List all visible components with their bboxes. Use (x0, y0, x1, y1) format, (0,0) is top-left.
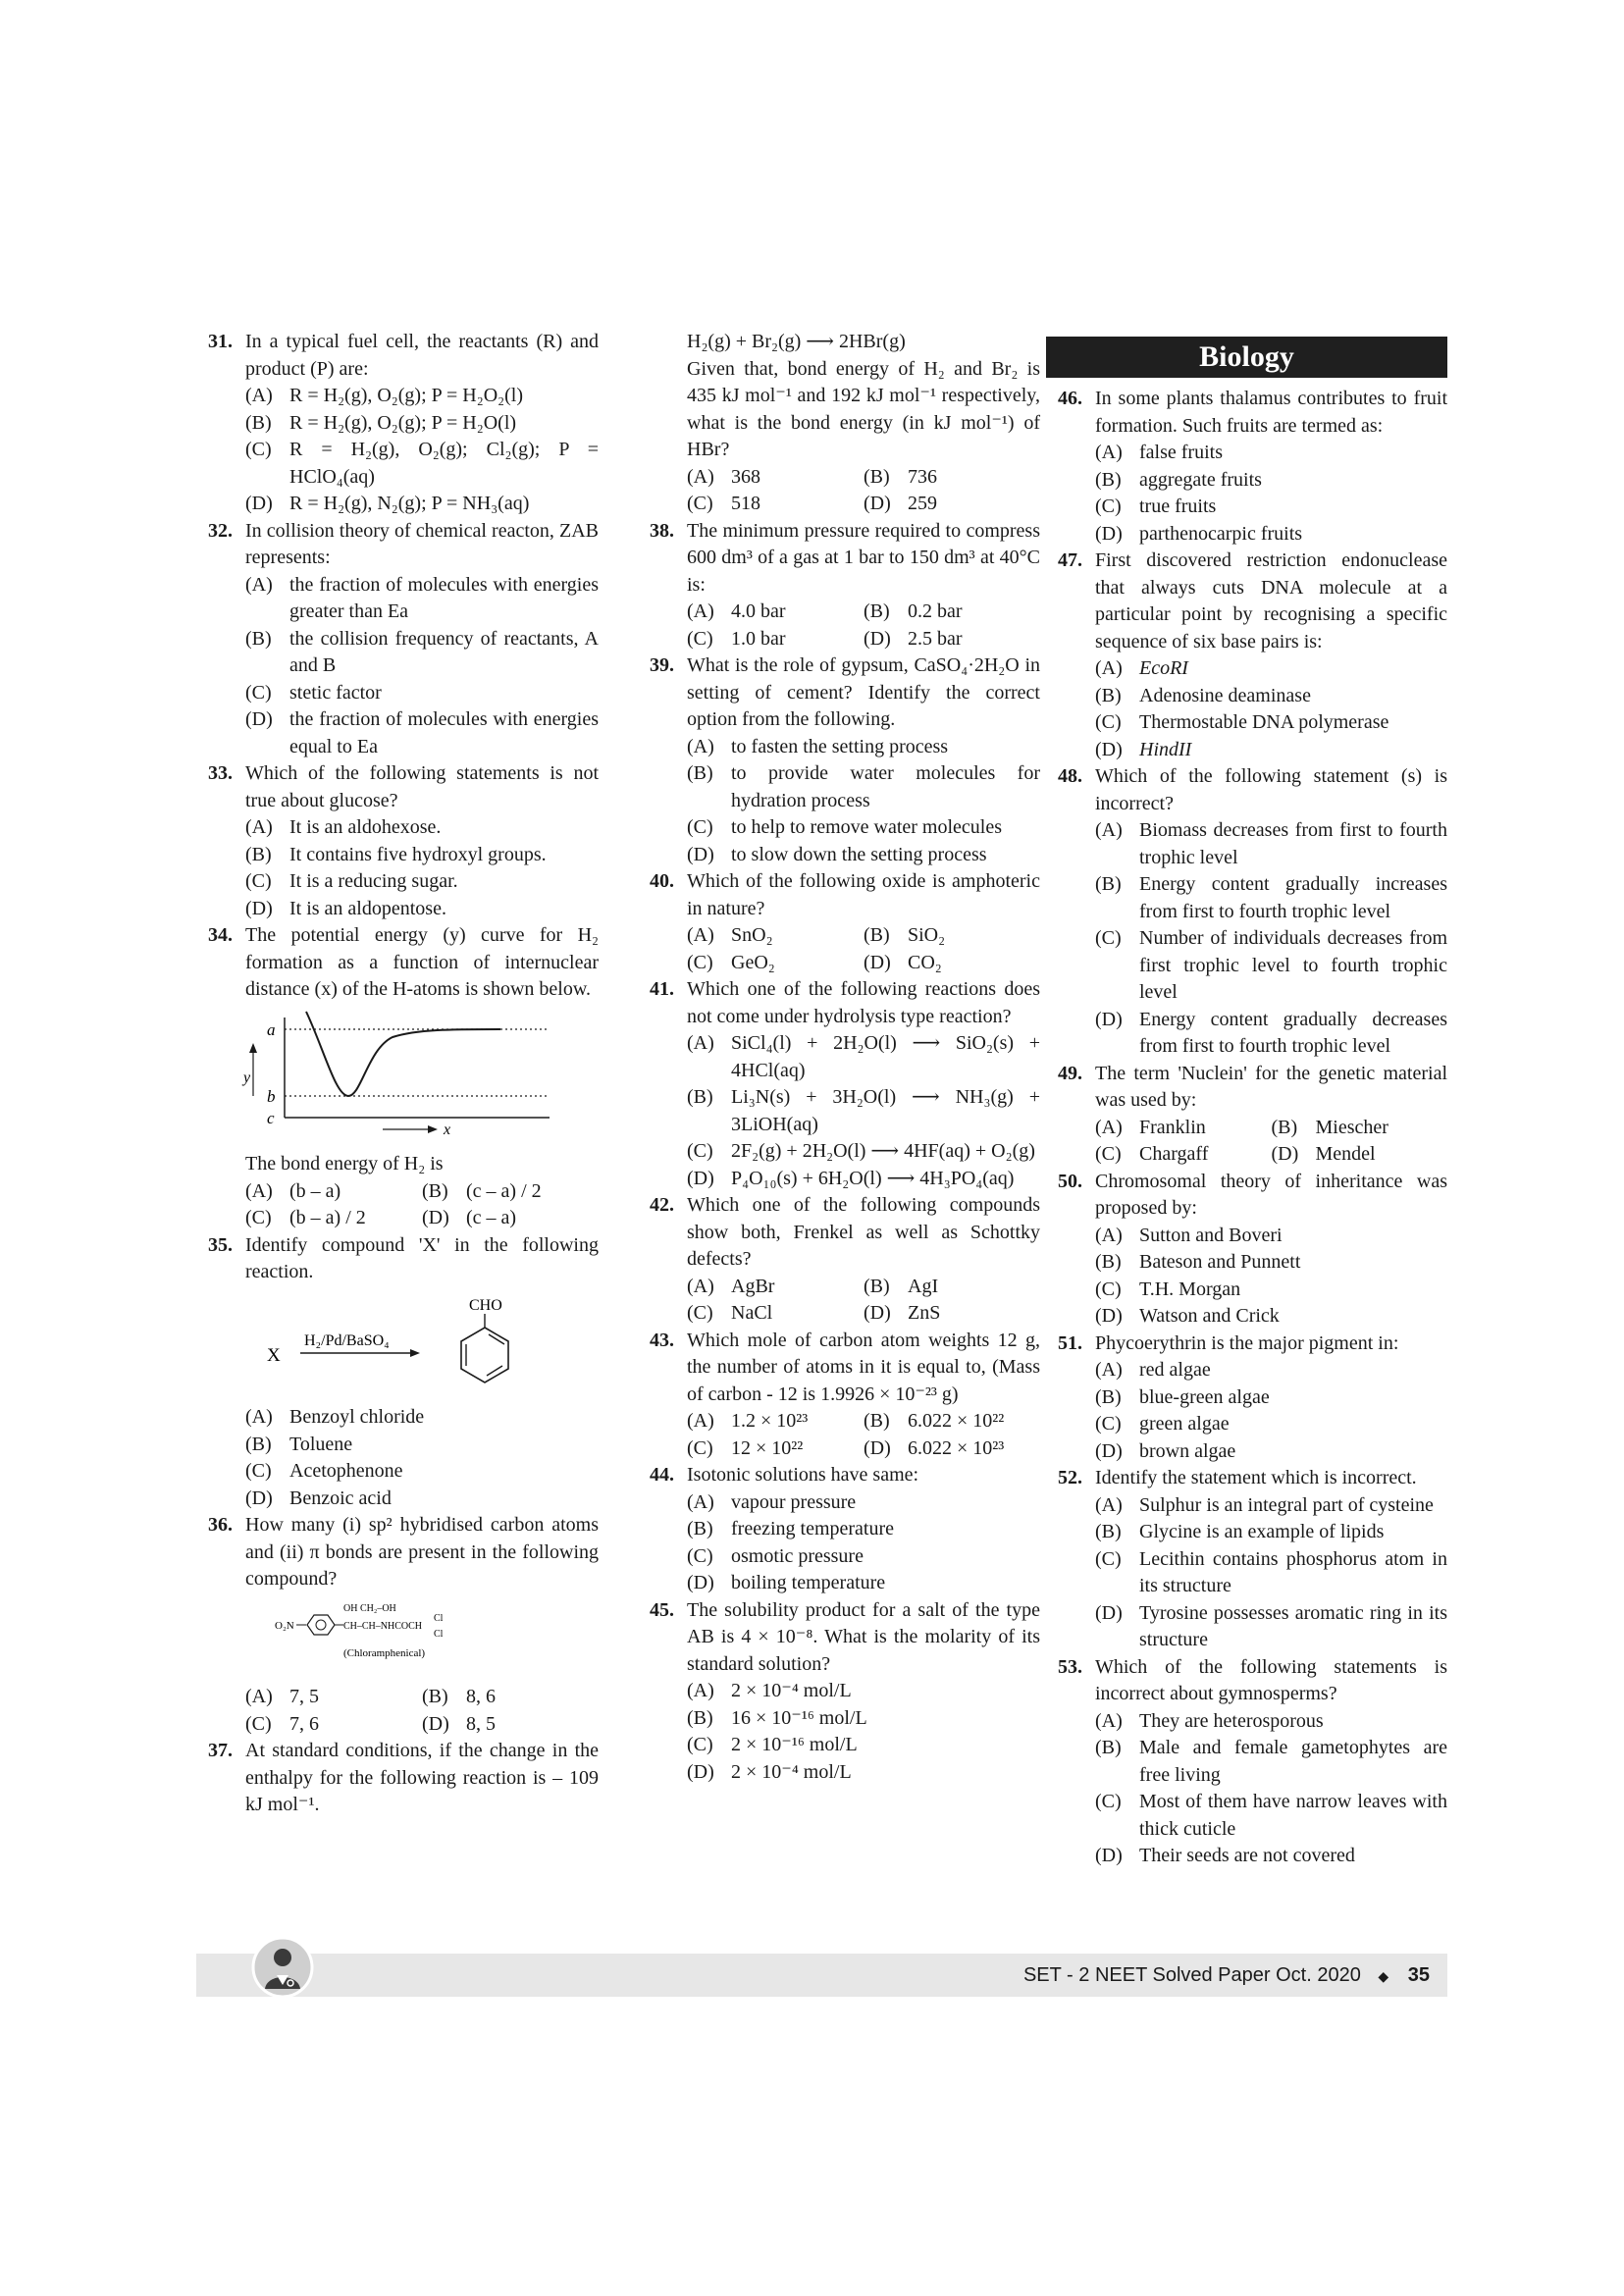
option-c: (C) 1.0 bar (687, 627, 786, 650)
question-47 (1046, 548, 1447, 763)
question-number: 40. (650, 870, 674, 892)
x-arrow-icon (428, 1125, 438, 1133)
reaction-figure (245, 1292, 540, 1390)
option-c: (C) 12 × 10²² (687, 1436, 804, 1459)
question-52 (1046, 1465, 1447, 1654)
option-d: (D) to slow down the setting process (687, 843, 987, 865)
benzene-ring-icon (461, 1328, 508, 1383)
option-d: (D) (c – a) (422, 1207, 517, 1228)
option-a: (A) false fruits (1095, 442, 1223, 463)
question-stem: Which one of the following compounds show both, Frenkel as well as Schottky defects? (687, 1194, 1040, 1270)
option-b: (B) Energy content gradually increases from first to fourth trophic level (1095, 873, 1447, 922)
question-stem: Isotonic solutions have same: (687, 1464, 919, 1486)
option-c: (C) NaCl (687, 1302, 773, 1324)
question-39 (638, 652, 1040, 868)
option-d: (D) the fraction of molecules with energies equal to Ea (245, 708, 599, 757)
question-number: 45. (650, 1598, 674, 1621)
option-c: (C) to help to remove water molecules (687, 816, 1003, 838)
question-stem: Which one of the following reactions does not come under hydrolysis type reaction? (687, 978, 1040, 1027)
question-stem: Which of the following statements is incorrect about gymnosperms? (1095, 1655, 1447, 1704)
option-b: (B) 16 × 10⁻¹⁶ mol/L (687, 1706, 867, 1729)
question-37-continued (638, 329, 1040, 518)
structure-caption: (Chloramphenical) (343, 1646, 426, 1659)
option-b: (B) R = H₂(g), O₂(g); P = H₂O(l) (245, 411, 517, 434)
question-stem: Phycoerythrin is the major pigment in: (1095, 1331, 1399, 1354)
option-d: (D) Energy content gradually decreases from first to fourth trophic level (1095, 1008, 1447, 1057)
question-stem: The term 'Nuclein' for the genetic material was used by: (1095, 1062, 1447, 1111)
footer-text (1023, 1954, 1430, 1998)
option-d: (D) boiling temperature (687, 1572, 886, 1593)
option-b: (B) Adenosine deaminase (1095, 684, 1311, 706)
option-d: (D) CO₂ (864, 951, 942, 973)
question-53 (1046, 1654, 1447, 1870)
question-35 (196, 1232, 599, 1513)
label-a: a (267, 1019, 276, 1039)
option-b: (B) It contains five hydroxyl groups. (245, 843, 547, 865)
footer-title: SET - 2 NEET Solved Paper Oct. 2020 (1022, 1964, 1361, 1986)
question-49 (1046, 1061, 1447, 1169)
option-c: (C) Acetophenone (245, 1460, 403, 1482)
question-36 (196, 1512, 599, 1738)
option-d: (D) Their seeds are not covered (1095, 1845, 1355, 1866)
potential-energy-curve-figure (245, 1010, 559, 1137)
question-42 (638, 1192, 1040, 1328)
question-38 (638, 518, 1040, 653)
benzene-ring-icon (307, 1615, 335, 1635)
question-stem: Which of the following statement (s) is incorrect? (1095, 765, 1447, 814)
option-a: (A) Franklin (1095, 1116, 1206, 1138)
footer-bullet-icon: ◆ (1378, 1968, 1389, 1984)
label-y: y (243, 1069, 251, 1086)
question-stem: In collision theory of chemical reacton, ZAB represents: (245, 519, 599, 568)
option-a: (A) Biomass decreases from first to fourth trophic level (1095, 819, 1447, 868)
question-stem: What is the role of gypsum, CaSO₄·2H₂O in setting of cement? Identify the correct option from the following. (687, 654, 1040, 730)
option-a: (A) It is an aldohexose. (245, 816, 442, 838)
question-stem: Which of the following oxide is amphoteric in nature? (687, 870, 1040, 919)
question-stem: How many (i) sp² hybridised carbon atoms and (ii) π bonds are present in the following compound? (245, 1514, 599, 1590)
svg-text:CH–CH–NHCOCH: CH–CH–NHCOCH (343, 1620, 423, 1632)
column-1 (196, 329, 599, 1819)
question-stem: In a typical fuel cell, the reactants (R) and product (P) are: (245, 331, 599, 380)
question-number: 44. (650, 1464, 674, 1486)
label-c: c (267, 1108, 275, 1127)
column-2 (638, 329, 1040, 1786)
label-x-compound: X (267, 1344, 281, 1366)
option-c: (C) T.H. Morgan (1095, 1278, 1241, 1300)
option-b: (B) Glycine is an example of lipids (1095, 1521, 1385, 1542)
option-a: (A) 7, 5 (245, 1686, 319, 1707)
option-d: (D) 6.022 × 10²³ (864, 1436, 1005, 1459)
question-stem: Which of the following statements is not true about glucose? (245, 762, 599, 811)
question-50 (1046, 1169, 1447, 1331)
reaction-arrow-icon (410, 1349, 420, 1357)
question-number: 37. (208, 1740, 233, 1761)
option-a: (A) EcoRI (1095, 657, 1188, 679)
option-d: (D) Mendel (1271, 1143, 1376, 1165)
option-a: (A) (b – a) (245, 1179, 341, 1202)
option-c: (C) 7, 6 (245, 1712, 319, 1735)
option-c: (C) It is a reducing sugar. (245, 870, 458, 892)
option-d: (D) ZnS (864, 1302, 941, 1324)
svg-text:O₂N: O₂N (275, 1619, 294, 1632)
question-stem: Identify the statement which is incorrect. (1095, 1467, 1417, 1488)
question-number: 41. (650, 978, 674, 1000)
option-a: (A) SnO₂ (687, 924, 773, 946)
option-b: (B) 8, 6 (422, 1686, 496, 1707)
option-b: (B) Male and female gametophytes are free living (1095, 1737, 1447, 1786)
question-stem-2: The bond energy of H₂ is (245, 1153, 444, 1174)
page-footer (196, 1954, 1447, 1997)
option-b: (B) Toluene (245, 1433, 353, 1455)
question-number: 38. (650, 519, 674, 542)
question-number: 43. (650, 1329, 674, 1351)
option-c: (C) 518 (687, 493, 760, 514)
svg-text:OH CH₂–OH: OH CH₂–OH (343, 1602, 396, 1614)
option-c: (C) R = H₂(g), O₂(g); Cl₂(g); P = HClO₄(aq) (245, 439, 599, 488)
energy-curve (306, 1012, 500, 1096)
option-b: (B) SiO₂ (864, 924, 946, 946)
option-b: (B) Bateson and Punnett (1095, 1251, 1301, 1273)
reaction-equation: H₂(g) + Br₂(g) ⟶ 2HBr(g) (687, 331, 906, 352)
option-a: (A) R = H₂(g), O₂(g); P = H₂O₂(l) (245, 385, 524, 406)
question-number: 42. (650, 1194, 674, 1216)
option-b: (B) aggregate fruits (1095, 468, 1262, 491)
question-stem-2: Given that, bond energy of H₂ and Br₂ is 435 kJ mol⁻¹ and 192 kJ mol⁻¹ respectively, what is the bond energy (in kJ mol⁻¹) of HBr? (687, 357, 1040, 460)
question-number: 48. (1058, 765, 1082, 787)
option-d: (D) P₄O₁₀(s) + 6H₂O(l) ⟶ 4H₃PO₄(aq) (687, 1167, 1015, 1189)
question-number: 33. (208, 762, 233, 784)
question-number: 36. (208, 1514, 233, 1536)
option-d: (D) 2.5 bar (864, 627, 963, 650)
label-b: b (267, 1086, 276, 1106)
option-a: (A) They are heterosporous (1095, 1709, 1324, 1732)
option-c: (C) Chargaff (1095, 1143, 1209, 1165)
option-c: (C) Lecithin contains phosphorus atom in its structure (1095, 1547, 1447, 1596)
question-number: 39. (650, 654, 674, 676)
question-number: 47. (1058, 549, 1082, 571)
label-cho: CHO (469, 1296, 502, 1314)
question-33 (196, 760, 599, 922)
option-a: (A) Sulphur is an integral part of cysteine (1095, 1493, 1434, 1516)
question-stem: First discovered restriction endonuclease that always cuts DNA molecule at a particular point by recognising a specific sequence of six base pairs is: (1095, 549, 1447, 652)
option-b: (B) Miescher (1271, 1116, 1388, 1138)
option-b: (B) to provide water molecules for hydration process (687, 762, 1040, 811)
option-c: (C) 2 × 10⁻¹⁶ mol/L (687, 1734, 858, 1755)
question-stem: The solubility product for a salt of the type AB is 4 × 10⁻⁸. What is the molarity of its standard solution? (687, 1598, 1040, 1675)
option-a: (A) 4.0 bar (687, 600, 786, 622)
question-stem: In some plants thalamus contributes to fruit formation. Such fruits are termed as: (1095, 388, 1447, 437)
option-c: (C) true fruits (1095, 496, 1217, 517)
question-46 (1046, 386, 1447, 548)
option-d: (D) HindII (1095, 738, 1192, 760)
question-34 (196, 922, 599, 1232)
option-c: (C) green algae (1095, 1413, 1230, 1435)
option-b: (B) 0.2 bar (864, 600, 963, 622)
question-stem: At standard conditions, if the change in the enthalpy for the following reaction is – 109 kJ mol⁻¹. (245, 1740, 599, 1815)
question-number: 31. (208, 331, 233, 352)
question-45 (638, 1597, 1040, 1787)
y-arrow-icon (249, 1043, 257, 1053)
option-a: (A) 2 × 10⁻⁴ mol/L (687, 1680, 852, 1701)
question-number: 52. (1058, 1467, 1082, 1488)
label-reagent: H₂/Pd/BaSO₄ (304, 1331, 390, 1349)
question-number: 53. (1058, 1655, 1082, 1678)
option-a: (A) AgBr (687, 1275, 775, 1297)
question-stem: Identify compound 'X' in the following reaction. (245, 1233, 599, 1282)
question-31 (196, 329, 599, 518)
option-d: (D) Benzoic acid (245, 1487, 392, 1509)
option-b: (B) freezing temperature (687, 1518, 895, 1539)
option-d: (D) 259 (864, 493, 937, 514)
option-b: (B) (c – a) / 2 (422, 1179, 542, 1202)
question-number: 35. (208, 1233, 233, 1256)
page-number: 35 (1407, 1964, 1430, 1986)
option-c: (C) Thermostable DNA polymerase (1095, 711, 1389, 733)
question-number: 49. (1058, 1062, 1082, 1084)
question-number: 46. (1058, 388, 1082, 409)
option-b: (B) AgI (864, 1275, 939, 1297)
chloramphenicol-structure-figure (245, 1599, 540, 1670)
option-a: (A) 368 (687, 465, 760, 488)
option-d: (D) brown algae (1095, 1439, 1236, 1462)
option-c: (C) GeO₂ (687, 951, 775, 973)
question-number: 32. (208, 519, 233, 542)
option-c: (C) 2F₂(g) + 2H₂O(l) ⟶ 4HF(aq) + O₂(g) (687, 1140, 1035, 1162)
question-37 (196, 1738, 599, 1819)
option-d: (D) R = H₂(g), N₂(g); P = NH₃(aq) (245, 493, 530, 514)
option-d: (D) 8, 5 (422, 1712, 496, 1735)
option-a: (A) Sutton and Boveri (1095, 1224, 1283, 1246)
option-a: (A) red algae (1095, 1359, 1211, 1381)
question-stem: The potential energy (y) curve for H₂ formation as a function of internuclear distance (x) of the H-atoms is shown below. (245, 924, 599, 1000)
option-d: (D) Watson and Crick (1095, 1305, 1280, 1327)
label-x: x (444, 1121, 451, 1138)
option-b: (B) the collision frequency of reactants, A and B (245, 627, 599, 676)
option-d: (D) 2 × 10⁻⁴ mol/L (687, 1760, 852, 1783)
question-number: 50. (1058, 1170, 1082, 1192)
question-number: 34. (208, 924, 233, 946)
option-d: (D) Tyrosine possesses aromatic ring in its structure (1095, 1601, 1447, 1650)
column-3 (1046, 386, 1447, 1870)
option-a: (A) the fraction of molecules with energies greater than Ea (245, 573, 599, 622)
option-d: (D) It is an aldopentose. (245, 897, 446, 919)
option-b: (B) Li₃N(s) + 3H₂O(l) ⟶ NH₃(g) + 3LiOH(aq) (687, 1086, 1040, 1135)
option-b: (B) 6.022 × 10²² (864, 1410, 1005, 1432)
option-c: (C) stetic factor (245, 681, 382, 704)
option-c: (C) Most of them have narrow leaves with thick cuticle (1095, 1791, 1447, 1840)
option-d: (D) parthenocarpic fruits (1095, 522, 1303, 545)
question-41 (638, 976, 1040, 1192)
option-c: (C) Number of individuals decreases from first trophic level to fourth trophic level (1095, 927, 1447, 1003)
question-48 (1046, 763, 1447, 1061)
svg-text:Cl: Cl (434, 1612, 444, 1624)
option-b: (B) blue-green algae (1095, 1385, 1270, 1408)
question-40 (638, 868, 1040, 976)
option-a: (A) SiCl₄(l) + 2H₂O(l) ⟶ SiO₂(s) + 4HCl(aq) (687, 1032, 1040, 1081)
question-stem: Chromosomal theory of inheritance was proposed by: (1095, 1170, 1447, 1219)
svg-text:Cl: Cl (434, 1628, 444, 1640)
question-51 (1046, 1331, 1447, 1466)
question-stem: The minimum pressure required to compress 600 dm³ of a gas at 1 bar to 150 dm³ at 40°C is: (687, 519, 1040, 596)
option-a: (A) Benzoyl chloride (245, 1406, 425, 1428)
question-44 (638, 1462, 1040, 1597)
option-c: (C) osmotic pressure (687, 1544, 864, 1567)
section-title-biology: Biology (1046, 337, 1447, 378)
option-a: (A) vapour pressure (687, 1490, 857, 1513)
option-c: (C) (b – a) / 2 (245, 1207, 366, 1228)
question-32 (196, 518, 599, 761)
question-number: 51. (1058, 1331, 1082, 1354)
option-b: (B) 736 (864, 465, 937, 488)
question-stem: Which mole of carbon atom weights 12 g, the number of atoms in it is equal to, (Mass of carbon - 12 is 1.9926 × 10⁻²³ g) (687, 1329, 1040, 1405)
option-a: (A) 1.2 × 10²³ (687, 1410, 809, 1432)
question-43 (638, 1328, 1040, 1463)
doctor-logo-icon (251, 1936, 314, 1999)
option-a: (A) to fasten the setting process (687, 735, 949, 757)
